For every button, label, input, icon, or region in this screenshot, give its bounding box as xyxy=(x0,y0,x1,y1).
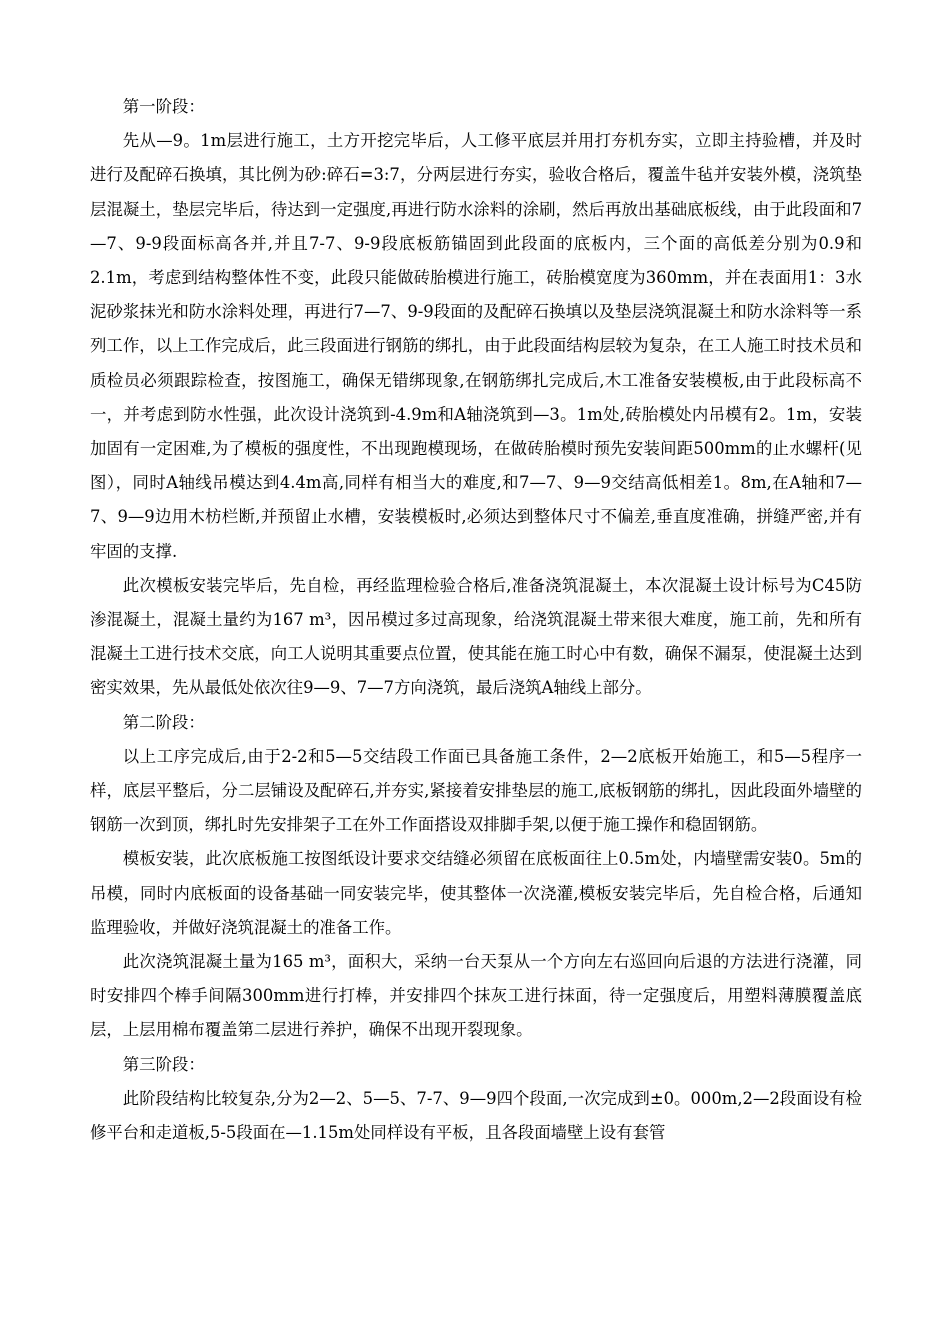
stage-two-body-paragraph: 以上工序完成后,由于2-2和5—5交结段工作面已具备施工条件，2—2底板开始施工，和5—5程序一样，底层平整后，分二层铺设及配碎石,并夯实,紧接着安排垫层的施工,底板钢筋的绑扎，因此段面外墙壁的钢筋一次到顶，绑扎时先安排架子工在外工作面搭设双排脚手架,以便于施工操作和稳固钢筋。 xyxy=(90,746,862,835)
formwork-installation-paragraph: 模板安装，此次底板施工按图纸设计要求交结缝必须留在底板面往上0.5m处，内墙壁需安装0。5m的吊模，同时内底板面的设备基础一同安装完毕，使其整体一次浇灌,模板安装完毕后，先自检合格，后通知监理验收，并做好浇筑混凝土的准备工作。 xyxy=(90,849,862,937)
concrete-volume-paragraph: 此次浇筑混凝土量为165 m³，面积大，采纳一台天泵从一个方向左右巡回向后退的方法进行浇灌，同时安排四个棒手间隔300mm进行打棒，并安排四个抹灰工进行抹面，待一定强度后，用塑料薄膜覆盖底层，上层用棉布覆盖第二层进行养护，确保不出现开裂现象。 xyxy=(90,952,862,1040)
stage-one-body-paragraph: 先从—9。1m层进行施工，土方开挖完毕后，人工修平底层并用打夯机夯实，立即主持验槽，并及时进行及配碎石换填，其比例为砂:碎石=3:7，分两层进行夯实，验收合格后，覆盖牛毡并安装外模，浇筑垫层混凝土，垫层完毕后，待达到一定强度,再进行防水涂料的涂刷，然后再放出基础底板线，由于此段面和7—7、9-9段面标高各并,并且7-7、9-9段底板筋锚固到此段面的底板内，三个面的高低差分别为0.9和2.1m，考虑到结构整体性不变，此段只能做砖胎模进行施工，砖胎模宽度为360mm，并在表面用1：3水泥砂浆抹光和防水涂料处理，再进行7—7、9-9段面的及配碎石换填以及垫层浇筑混凝土和防水涂料等一系列工作，以上工作完成后，此三段面进行钢筋的绑扎，由于此段面结构层较为复杂，在工人施工时技术员和质检员必须跟踪检查，按图施工，确保无错绑现象,在钢筋绑扎完成后,木工准备安装模板,由于此段标高不一，并考虑到防水性强，此次设计浇筑到-4.9m和A轴浇筑到—3。1m处,砖胎模处内吊模有2。1m，安装加固有一定困难,为了模板的强度性，不出现跑模现场，在做砖胎模时预先安装间距500mm的止水螺杆(见图），同时A轴线吊模达到4.4m高,同样有相当大的难度,和7—7、9—9交结高低相差1。8m,在A轴和7—7、9—9边用木枋栏断,并预留止水槽，安装模板时,必须达到整体尺寸不偏差,垂直度准确，拼缝严密,并有牢固的支撑. xyxy=(90,131,862,561)
stage-three-heading: 第三阶段： xyxy=(122,1054,205,1074)
stage-one-heading: 第一阶段： xyxy=(122,97,205,116)
stage-two-heading: 第二阶段： xyxy=(122,712,205,732)
document-page xyxy=(90,90,862,1150)
stage-three-body-paragraph: 此阶段结构比较复杂,分为2—2、5—5、7-7、9—9四个段面,一次完成到±0。000m,2—2段面设有检修平台和走道板,5-5段面在—1.15m处同样设有平板，且各段面墙壁上设有套管 xyxy=(90,1088,862,1143)
concrete-pouring-paragraph: 此次模板安装完毕后，先自检，再经监理检验合格后,准备浇筑混凝土，本次混凝土设计标号为C45防渗混凝土，混凝土量约为167 m³，因吊模过多过高现象，给浇筑混凝土带来很大难度，施工前，先和所有混凝土工进行技术交底，向工人说明其重要点位置，使其能在施工时心中有数，确保不漏泵，使混凝土达到密实效果，先从最低处依次往9—9、7—7方向浇筑，最后浇筑A轴线上部分。 xyxy=(90,575,862,698)
